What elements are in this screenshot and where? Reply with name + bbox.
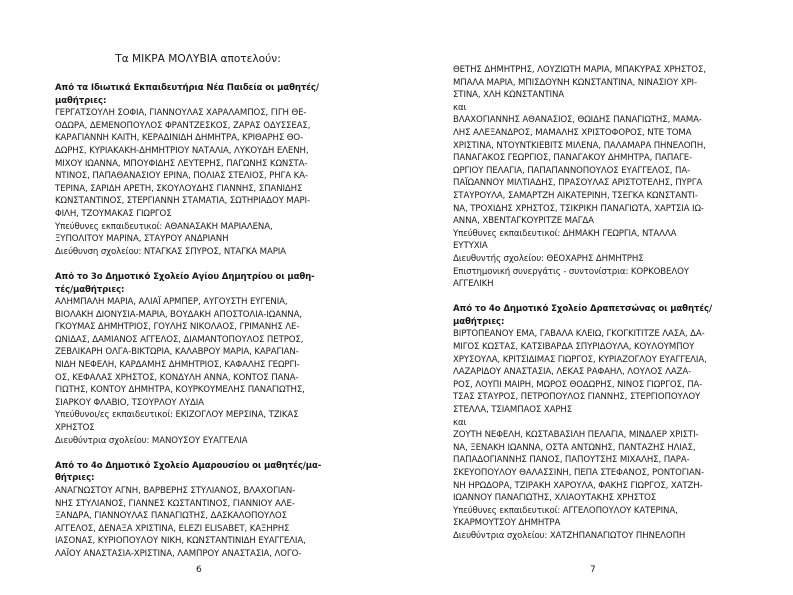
text-line: ΑΓΓΕΛΙΚΗ (453, 279, 494, 290)
text-line: ΞΥΠΟΛΙΤΟΥ ΜΑΡΙΝΑ, ΣΤΑΥΡΟΥ ΑΝΔΡΙΑΝΗ (55, 234, 229, 245)
text-line: ΙΩΑΝΝΟΥ ΠΑΝΑΓΙΩΤΗΣ, ΧΛΙΑΟΥΤΑΚΗΣ ΧΡΗΣΤΟΣ (453, 493, 657, 504)
right-page (397, 0, 793, 595)
text-line: ΝΗΣ ΣΤΥΛΙΑΝΟΣ, ΓΙΑΝΝΕΣ ΚΩΣΤΑΝΤΙΝΟΣ, ΓΙΑΝΝΙΟΥ ΑΛΕ- (55, 498, 295, 509)
paragraph-gap (453, 291, 712, 304)
text-line: ΤΣΑΣ ΣΤΑΥΡΟΣ, ΠΕΤΡΟΠΟΥΛΟΣ ΓΙΑΝΝΗΣ, ΣΤΕΡΓΙΟΠΟΥΛΟΥ (453, 392, 701, 403)
text-line: ΡΟΣ, ΛΟΥΠΙ ΜΑΙΡΗ, ΜΩΡΟΣ ΘΟΔΩΡΗΣ, ΝΙΝΟΣ ΓΙΩΡΓΟΣ, ΠΑ- (453, 379, 703, 390)
text-line: ΠΑΝΑΓΑΚΟΣ ΓΕΩΡΓΙΟΣ, ΠΑΝΑΓΑΚΟΥ ΔΗΜΗΤΡΑ, ΠΑΠΑΓΕ- (453, 153, 692, 164)
paragraph-gap (55, 258, 321, 271)
text-line: ΣΤΑΥΡΟΥΛΑ, ΣΑΜΑΡΤΖΗ ΑΙΚΑΤΕΡΙΝΗ, ΤΣΕΓΚΑ ΚΩΝΣΤΑΝΤΙ- (453, 190, 698, 201)
text-line: ΧΡΥΣΟΥΛΑ, ΚΡΙΤΣΙΔΙΜΑΣ ΓΙΩΡΓΟΣ, ΚΥΡΙΑΖΟΓΛΟΥ ΕΥΑΓΓΕΛΙΑ, (453, 354, 707, 365)
text-line: ΚΑΡΑΓΙΑΝΝΗ ΚΑΙΤΗ, ΚΕΡΑΔΙΝΙΔΗ ΔΗΜΗΤΡΑ, ΚΡΙΘΑΡΗΣ ΘΟ- (55, 133, 304, 144)
section-heading-line: μαθήτριες: (55, 95, 107, 106)
text-line: και (453, 417, 467, 428)
text-line: ΜΙΧΟΥ ΙΩΑΝΝΑ, ΜΠΟΥΦΙΔΗΣ ΛΕΥΤΕΡΗΣ, ΠΑΓΩΝΗΣ ΚΩΝΣΤΑ- (55, 158, 308, 169)
page-number-left: 6 (196, 565, 202, 575)
text-line: ΓΕΡΓΑΤΣΟΥΛΗ ΣΟΦΙΑ, ΓΙΑΝΝΟΥΛΑΣ ΧΑΡΑΛΑΜΠΟΣ, ΓΙΓΗ ΘΕ- (55, 108, 307, 119)
section-heading-line: μαθήτριες: (453, 316, 505, 327)
text-line: ΜΙΓΟΣ ΚΩΣΤΑΣ, ΚΑΤΣΙΒΑΡΔΑ ΣΠΥΡΙΔΟΥΛΑ, ΚΟΥΛΟΥΜΠΟΥ (453, 342, 695, 353)
text-line: ΞΑΝΔΡΑ, ΓΙΑΝΝΟΥΛΑΣ ΠΑΝΑΓΙΩΤΗΣ, ΔΑΣΚΑΛΟΠΟΥΛΟΣ (55, 511, 287, 522)
section-heading-line: Από το 3ο Δημοτικό Σχολείο Αγίου Δημητρίου οι μαθη- (55, 271, 315, 282)
text-line: ΧΡΗΣΤΟΣ (55, 423, 95, 434)
text-line: ΟΔΩΡΑ, ΔΕΜΕΝΟΠΟΥΛΟΣ ΦΡΑΝΤΖΕΣΚΟΣ, ΖΑΡΑΣ ΟΔΥΣΣΕΑΣ, (55, 120, 311, 131)
text-line: ΒΛΑΧΟΓΙΑΝΝΗΣ ΑΘΑΝΑΣΙΟΣ, ΘΩΙΔΗΣ ΠΑΝΑΓΙΩΤΗΣ, ΜΑΜΑ- (453, 115, 702, 126)
text-line: Διευθύντρια σχολείου: ΜΑΝΟΥΣΟΥ ΕΥΑΓΓΕΛΙΑ (55, 435, 248, 446)
text-line: Διευθύντρια σχολείου: ΧΑΤΖΗΠΑΝΑΓΙΩΤΟΥ ΠΗΝΕΛΟΠΗ (453, 530, 686, 541)
text-line: ΝΑ, ΤΡΟΧΙΔΗΣ ΧΡΗΣΤΟΣ, ΤΣΙΚΡΙΚΗ ΠΑΝΑΓΙΩΤΑ, ΧΑΡΤΣΙΑ ΙΩ- (453, 203, 704, 214)
text-line: ΙΑΣΟΝΑΣ, ΚΥΡΙΟΠΟΥΛΟΥ ΝΙΚΗ, ΚΩΝΣΤΑΝΤΙΝΙΔΗ ΕΥΑΓΓΕΛΙΑ, (55, 536, 306, 547)
text-line: Διευθυντής σχολείου: ΘΕΟΧΑΡΗΣ ΔΗΜΗΤΡΗΣ (453, 253, 644, 264)
text-line: ΩΝΙΔΑΣ, ΔΑΜΙΑΝΟΣ ΑΓΓΕΛΟΣ, ΔΙΑΜΑΝΤΟΠΟΥΛΟΣ ΠΕΤΡΟΣ, (55, 334, 304, 345)
text-line: Διεύθυνση σχολείου: ΝΤΑΓΚΑΣ ΣΠΥΡΟΣ, ΝΤΑΓΚΑ ΜΑΡΙΑ (55, 246, 286, 257)
text-line: ΒΙΡΤΟΠΕΑΝΟΥ ΕΜΑ, ΓΑΒΑΛΑ ΚΛΕΙΩ, ΓΚΟΓΚΙΤΙΤΖΕ ΛΑΣΑ, ΔΑ- (453, 329, 705, 340)
text-line: ΛΗΣ ΑΛΕΞΑΝΔΡΟΣ, ΜΑΜΑΛΗΣ ΧΡΙΣΤΟΦΟΡΟΣ, ΝΤΕ ΤΟΜΑ (453, 127, 692, 138)
section-heading-line: Από τα Ιδιωτικά Εκπαιδευτήρια Νέα Παιδεία οι μαθητές/ (55, 83, 319, 93)
right-text-column (453, 64, 712, 543)
text-line: ΟΣ, ΚΕΦΑΛΑΣ ΧΡΗΣΤΟΣ, ΚΟΝΔΥΛΗ ΑΝΝΑ, ΚΟΝΤΟΣ ΠΑΝΑ- (55, 372, 299, 383)
text-line: ΑΛΗΜΠΑΛΗ ΜΑΡΙΑ, ΑΛΙΑΪ ΑΡΜΠΕΡ, ΑΥΓΟΥΣΤΗ ΕΥΓΕΝΙΑ, (55, 297, 288, 308)
section-heading-line: θήτριες: (55, 473, 95, 484)
text-line: Υπεύθυνες εκπαιδευτικοί: ΑΓΓΕΛΟΠΟΥΛΟΥ ΚΑΤΕΡΙΝΑ, (453, 505, 678, 516)
text-line: ΕΥΤΥΧΙΑ (453, 241, 488, 252)
text-line: ΣΤΙΝΑ, ΧΛΗ ΚΩΝΣΤΑΝΤΙΝΑ (453, 90, 565, 101)
text-line: ΔΩΡΗΣ, ΚΥΡΙΑΚΑΚΗ-ΔΗΜΗΤΡΙΟΥ ΝΑΤΑΛΙΑ, ΛΥΚΟΥΔΗ ΕΛΕΝΗ, (55, 145, 309, 156)
text-line: ΑΓΓΕΛΟΣ, ΔΕΝΑΞΑ ΧΡΙΣΤΙΝΑ, ELEZI ELISABET, ΚΑΞΗΡΗΣ (55, 523, 290, 534)
text-line: ΓΙΩΤΗΣ, ΚΟΝΤΟΥ ΔΗΜΗΤΡΑ, ΚΟΥΡΚΟΥΜΕΛΗΣ ΠΑΝΑΓΙΩΤΗΣ, (55, 385, 305, 396)
text-line: ΝΗ ΗΡΩΔΟΡΑ, ΤΖΙΡΑΚΗ ΧΑΡΟΥΛΑ, ΦΑΚΗΣ ΓΙΩΡΓΟΣ, ΧΑΤΖΗ- (453, 480, 703, 491)
text-line: ΣΚΑΡΜΟΥΤΣΟΥ ΔΗΜΗΤΡΑ (453, 518, 561, 529)
page-number-right: 7 (590, 565, 596, 575)
text-line: ΣΚΕΥΟΠΟΥΛΟΥ ΘΑΛΑΣΣΙΝΗ, ΠΕΠΑ ΣΤΕΦΑΝΟΣ, ΡΟΝΤΟΓΙΑΝ- (453, 468, 704, 478)
section-heading-line: Από το 4ο Δημοτικό Σχολείο Δραπετσώνας οι μαθητές/ (453, 304, 712, 315)
text-line: ΝΑ, ΞΕΝΑΚΗ ΙΩΑΝΝΑ, ΟΣΤΑ ΑΝΤΩΝΗΣ, ΠΑΝΤΑΖΗΣ ΗΛΙΑΣ, (453, 442, 696, 453)
text-line: ΣΤΕΛΛΑ, ΤΣΙΑΜΠΑΟΣ ΧΑΡΗΣ (453, 405, 573, 416)
text-line: ΦΙΛΗ, ΤΖΟΥΜΑΚΑΣ ΓΙΩΡΓΟΣ (55, 208, 172, 219)
text-line: ΛΑΪΟΥ ΑΝΑΣΤΑΣΙΑ-ΧΡΙΣΤΙΝΑ, ΛΑΜΠΡΟΥ ΑΝΑΣΤΑΣΙΑ, ΛΟΓΟ- (55, 548, 302, 559)
left-text-column (55, 82, 321, 561)
text-line: και (453, 102, 467, 113)
page-title: Τα ΜΙΚΡΑ ΜΟΛΥΒΙΑ αποτελούν: (115, 53, 281, 65)
text-line: ΤΕΡΙΝΑ, ΣΑΡΙΔΗ ΑΡΕΤΗ, ΣΚΟΥΛΟΥΔΗΣ ΓΙΑΝΝΗΣ, ΣΠΑΝΙΔΗΣ (55, 183, 303, 194)
section-heading-line: τές/μαθήτριες: (55, 284, 125, 295)
text-line: ΓΚΟΥΜΑΣ ΔΗΜΗΤΡΙΟΣ, ΓΟΥΛΗΣ ΝΙΚΟΛΑΟΣ, ΓΡΙΜΑΝΗΣ ΛΕ- (55, 322, 300, 333)
text-line: ΛΑΖΑΡΙΔΟΥ ΑΝΑΣΤΑΣΙΑ, ΛΕΚΑΣ ΡΑΦΑΗΛ, ΛΟΥΛΟΣ ΛΑΖΑ- (453, 367, 692, 378)
text-line: ΘΕΤΗΣ ΔΗΜΗΤΡΗΣ, ΛΟΥΖΙΩΤΗ ΜΑΡΙΑ, ΜΠΑΚΥΡΑΣ ΧΡΗΣΤΟΣ, (453, 65, 706, 75)
text-line: ΖΕΒΛΙΚΑΡΗ ΟΛΓΑ-ΒΙΚΤΩΡΙΑ, ΚΑΛΑΒΡΟΥ ΜΑΡΙΑ, ΚΑΡΑΓΙΑΝ- (55, 347, 299, 358)
text-line: ΠΑΠΑΔΟΓΙΑΝΝΗΣ ΠΑΝΟΣ, ΠΑΠΟΥΤΣΗΣ ΜΙΧΑΛΗΣ, ΠΑΡΑ- (453, 455, 690, 466)
section-heading-line: Από το 4ο Δημοτικό Σχολείο Αμαρουσίου οι μαθητές/μα- (55, 460, 322, 471)
text-line: Υπεύθυνοι/ες εκπαιδευτικοί: ΕΚΙΖΟΓΛΟΥ ΜΕΡΣΙΝΑ, ΤΖΙΚΑΣ (55, 410, 299, 421)
text-line: ΩΡΓΙΟΥ ΠΕΛΑΓΙΑ, ΠΑΠΑΠΑΝΝΟΠΟΥΛΟΣ ΕΥΑΓΓΕΛΟΣ, ΠΑ- (453, 165, 691, 176)
text-line: Υπεύθυνες εκπαιδευτικοί: ΔΗΜΑΚΗ ΓΕΩΡΓΙΑ, ΝΤΑΛΛΑ (453, 228, 677, 239)
text-line: ΑΝΑΓΝΩΣΤΟΥ ΑΓΝΗ, ΒΑΡΒΕΡΗΣ ΣΤΥΛΙΑΝΟΣ, ΒΛΑΧΟΓΙΑΝ- (55, 486, 296, 496)
text-line: ΣΙΑΡΚΟΥ ΦΛΑΒΙΟ, ΤΣΟΥΡΛΟΥ ΛΥΔΙΑ (55, 397, 204, 408)
text-line: ΖΟΥΤΗ ΝΕΦΕΛΗ, ΚΩΣΤΑΒΑΣΙΛΗ ΠΕΛΑΓΙΑ, ΜΙΝΔΛΕΡ ΧΡΙΣΤΙ- (453, 430, 699, 441)
text-line: ΝΤΙΝΟΣ, ΠΑΠΑΘΑΝΑΣΙΟΥ ΕΡΙΝΑ, ΠΟΛΙΑΣ ΣΤΕΛΙΟΣ, ΡΗΓΑ ΚΑ- (55, 171, 308, 182)
left-page (0, 0, 396, 595)
text-line: Επιστημονική συνεργάτις - συντονίστρια: ΚΟΡΚΟΒΕΛΟΥ (453, 266, 689, 277)
text-line: ΜΠΑΛΑ ΜΑΡΙΑ, ΜΠΙΣΔΟΥΝΗ ΚΩΝΣΤΑΝΤΙΝΑ, ΝΙΝΑΣΙΟΥ ΧΡΙ- (453, 77, 697, 88)
paragraph-gap (55, 447, 321, 460)
text-line: ΑΝΝΑ, ΧΒΕΝΤΑΓΚΟΥΡΙΤΖΕ ΜΑΓΔΑ (453, 216, 594, 227)
text-line: ΠΑΪΩΑΝΝΟΥ ΜΙΛΤΙΑΔΗΣ, ΠΡΑΣΟΥΛΑΣ ΑΡΙΣΤΟΤΕΛΗΣ, ΠΥΡΓΑ (453, 178, 703, 189)
text-line: ΚΩΝΣΤΑΝΤΙΝΟΣ, ΣΤΕΡΓΙΑΝΝΗ ΣΤΑΜΑΤΙΑ, ΣΩΤΗΡΙΑΔΟΥ ΜΑΡΙ- (55, 196, 310, 207)
text-line: ΒΙΟΛΑΚΗ ΔΙΟΝΥΣΙΑ-ΜΑΡΙΑ, ΒΟΥΔΑΚΗ ΑΠΟΣΤΟΛΙΑ-ΙΩΑΝΝΑ, (55, 309, 302, 320)
text-line: ΧΡΙΣΤΙΝΑ, ΝΤΟΥΝΤΚΙΕΒΙΤΣ ΜΙΛΕΝΑ, ΠΑΛΑΜΑΡΑ ΠΗΝΕΛΟΠΗ, (453, 140, 706, 151)
text-line: Υπεύθυνες εκπαιδευτικοί: ΑΘΑΝΑΣΑΚΗ ΜΑΡΙΑΛΕΝΑ, (55, 221, 273, 232)
text-line: ΝΙΔΗ ΝΕΦΕΛΗ, ΚΑΡΔΑΜΗΣ ΔΗΜΗΤΡΙΟΣ, ΚΑΦΑΛΗΣ ΓΕΩΡΓΙ- (55, 360, 300, 371)
